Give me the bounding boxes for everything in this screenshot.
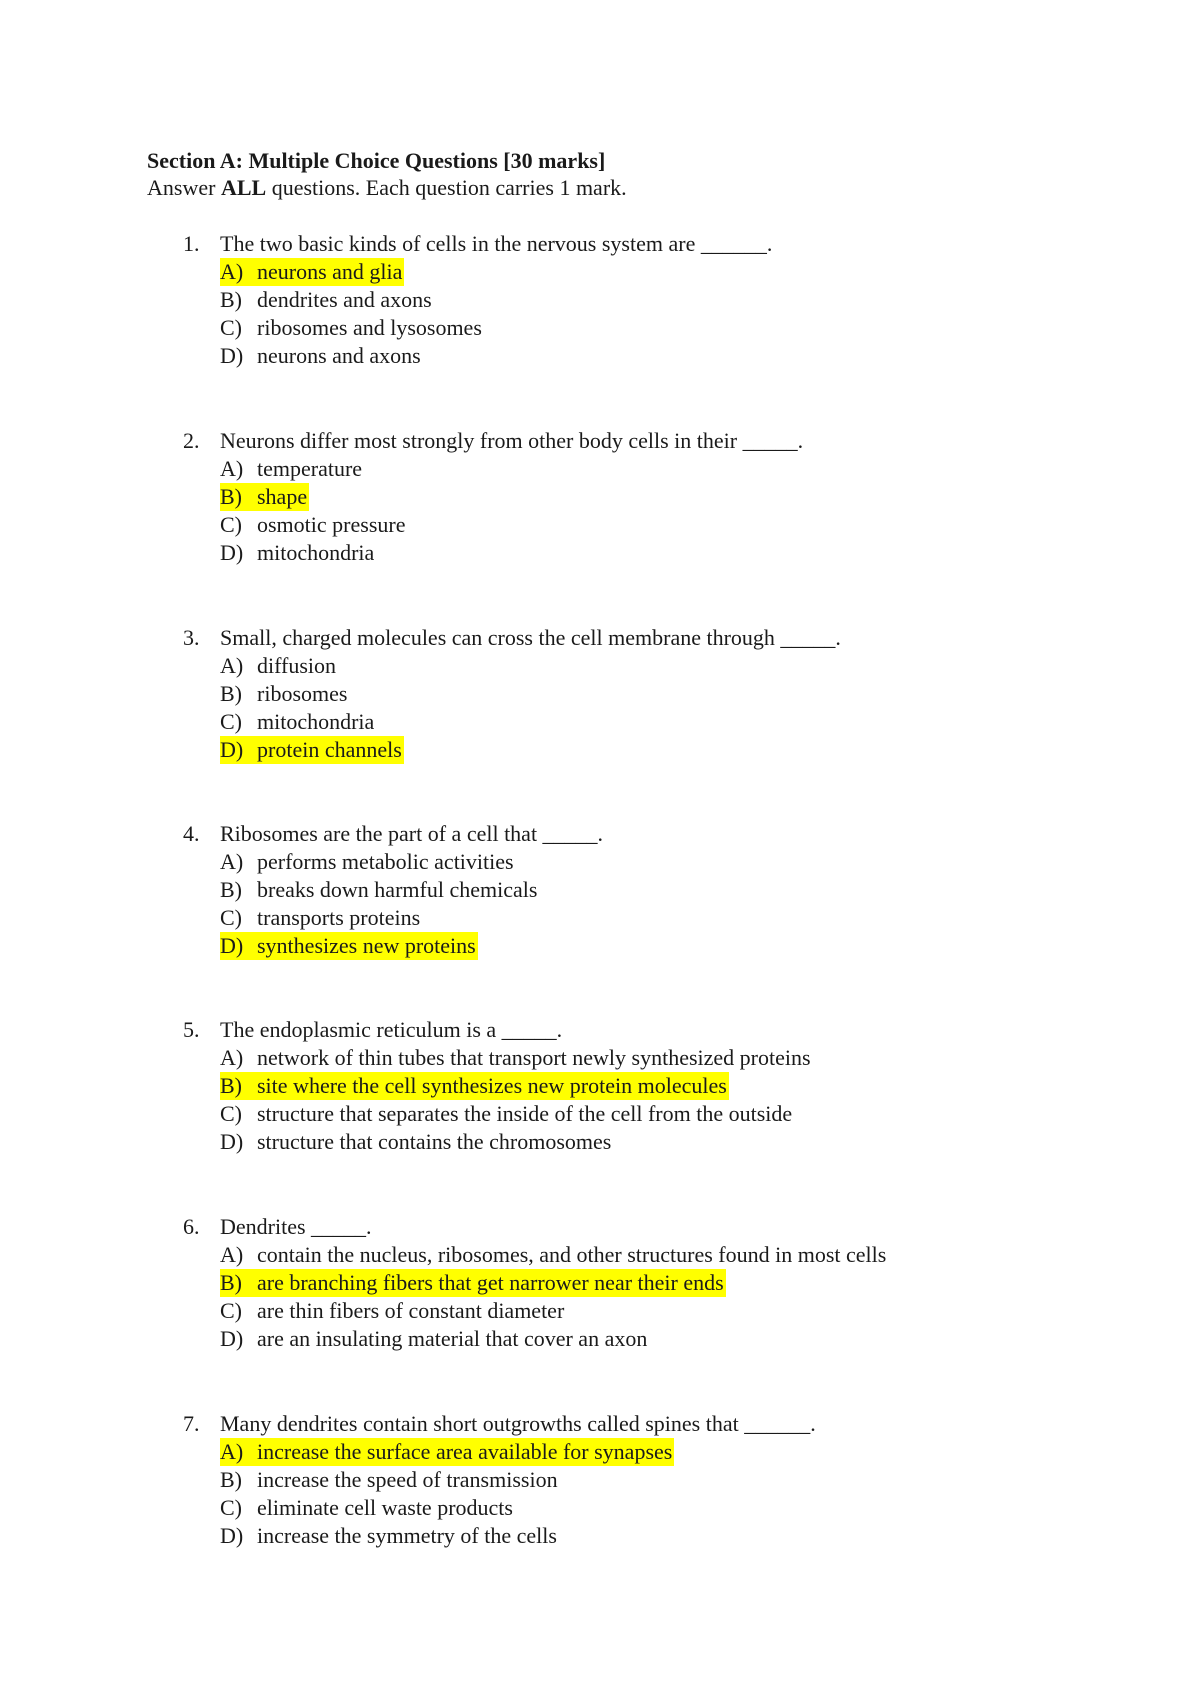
option-a [0, 258, 1200, 286]
option-c [0, 511, 1200, 539]
option-letter: A) [220, 456, 244, 481]
option-text: mitochondria [257, 540, 375, 565]
option-d [0, 1325, 1200, 1353]
option-text: shape [257, 484, 308, 509]
option-letter: C) [220, 1298, 242, 1323]
option-letter: D) [220, 540, 244, 565]
option-text: contain the nucleus, ribosomes, and other structures found in most cells [257, 1242, 887, 1267]
option-text: neurons and axons [257, 343, 421, 368]
option-c [0, 314, 1200, 342]
instructions-pre: Answer [147, 175, 221, 200]
question-5 [0, 1016, 1200, 1156]
question-text: The endoplasmic reticulum is a _____. [220, 1017, 563, 1042]
option-letter: B) [220, 1467, 242, 1492]
option-text: structure that contains the chromosomes [257, 1129, 612, 1154]
option-text: protein channels [257, 737, 402, 762]
option-a [0, 848, 1200, 876]
option-letter: A) [220, 1045, 244, 1070]
option-text: site where the cell synthesizes new protein molecules [257, 1073, 727, 1098]
option-b [0, 286, 1200, 314]
option-b [0, 680, 1200, 708]
question-number: 1. [183, 231, 200, 256]
question-text: The two basic kinds of cells in the nervous system are ______. [220, 231, 773, 256]
option-letter: D) [220, 737, 244, 762]
option-d [0, 342, 1200, 370]
option-text: synthesizes new proteins [257, 933, 476, 958]
option-d [0, 1128, 1200, 1156]
option-letter: A) [220, 849, 244, 874]
option-d [0, 736, 1200, 764]
option-letter: D) [220, 1326, 244, 1351]
option-text: transports proteins [257, 905, 421, 930]
option-a [0, 1044, 1200, 1072]
question-stem [0, 427, 1200, 455]
option-a [0, 1241, 1200, 1269]
option-text: structure that separates the inside of the cell from the outside [257, 1101, 793, 1126]
option-text: increase the surface area available for synapses [257, 1439, 673, 1464]
option-d [0, 932, 1200, 960]
option-text: osmotic pressure [257, 512, 406, 537]
option-b [0, 1072, 1200, 1100]
option-letter: C) [220, 1101, 242, 1126]
option-text: ribosomes [257, 681, 348, 706]
option-c [0, 904, 1200, 932]
option-letter: B) [220, 287, 242, 312]
instructions-post: questions. Each question carries 1 mark. [266, 175, 627, 200]
option-a [0, 652, 1200, 680]
question-2 [0, 427, 1200, 567]
option-letter: D) [220, 343, 244, 368]
question-stem [0, 1016, 1200, 1044]
option-c [0, 1100, 1200, 1128]
option-text: neurons and glia [257, 259, 403, 284]
option-letter: B) [220, 484, 242, 509]
option-letter: B) [220, 877, 242, 902]
option-b [0, 483, 1200, 511]
option-letter: A) [220, 259, 244, 284]
option-text: eliminate cell waste products [257, 1495, 513, 1520]
option-letter: B) [220, 1073, 242, 1098]
question-1 [0, 230, 1200, 370]
option-letter: C) [220, 1495, 242, 1520]
question-text: Many dendrites contain short outgrowths called spines that ______. [220, 1411, 816, 1436]
option-text: are branching fibers that get narrower near their ends [257, 1270, 724, 1295]
question-number: 5. [183, 1017, 200, 1042]
option-letter: A) [220, 653, 244, 678]
question-6 [0, 1213, 1200, 1353]
option-letter: C) [220, 905, 242, 930]
option-a [0, 1438, 1200, 1466]
option-text: network of thin tubes that transport newly synthesized proteins [257, 1045, 811, 1070]
question-number: 3. [183, 625, 200, 650]
option-text: are thin fibers of constant diameter [257, 1298, 565, 1323]
question-number: 4. [183, 821, 200, 846]
question-stem [0, 820, 1200, 848]
option-text: breaks down harmful chemicals [257, 877, 538, 902]
question-number: 2. [183, 428, 200, 453]
question-text: Neurons differ most strongly from other body cells in their _____. [220, 428, 804, 453]
option-b [0, 876, 1200, 904]
question-4 [0, 820, 1200, 960]
question-text: Ribosomes are the part of a cell that _____. [220, 821, 604, 846]
option-text: dendrites and axons [257, 287, 432, 312]
option-letter: D) [220, 1523, 244, 1548]
question-stem [0, 1213, 1200, 1241]
option-text: diffusion [257, 653, 337, 678]
option-letter: A) [220, 1242, 244, 1267]
option-text: mitochondria [257, 709, 375, 734]
option-c [0, 1494, 1200, 1522]
option-text: are an insulating material that cover an axon [257, 1326, 648, 1351]
option-letter: C) [220, 315, 242, 340]
question-stem [0, 230, 1200, 258]
question-3 [0, 624, 1200, 764]
option-letter: D) [220, 933, 244, 958]
option-text: increase the symmetry of the cells [257, 1523, 557, 1548]
section-title: Section A: Multiple Choice Questions [30 marks] [147, 148, 606, 173]
option-letter: C) [220, 709, 242, 734]
option-text: temperature [257, 456, 363, 481]
option-b [0, 1466, 1200, 1494]
option-b [0, 1269, 1200, 1297]
option-d [0, 1522, 1200, 1550]
question-number: 7. [183, 1411, 200, 1436]
question-stem [0, 624, 1200, 652]
option-d [0, 539, 1200, 567]
option-text: increase the speed of transmission [257, 1467, 558, 1492]
option-a [0, 455, 1200, 483]
question-number: 6. [183, 1214, 200, 1239]
option-letter: B) [220, 681, 242, 706]
question-text: Small, charged molecules can cross the cell membrane through _____. [220, 625, 841, 650]
option-text: ribosomes and lysosomes [257, 315, 482, 340]
option-letter: B) [220, 1270, 242, 1295]
question-7 [0, 1410, 1200, 1550]
question-text: Dendrites _____. [220, 1214, 372, 1239]
instructions [147, 174, 627, 202]
option-letter: A) [220, 1439, 244, 1464]
option-c [0, 1297, 1200, 1325]
option-letter: C) [220, 512, 242, 537]
instructions-emphasis: ALL [220, 175, 267, 200]
question-stem [0, 1410, 1200, 1438]
option-letter: D) [220, 1129, 244, 1154]
option-c [0, 708, 1200, 736]
option-text: performs metabolic activities [257, 849, 514, 874]
